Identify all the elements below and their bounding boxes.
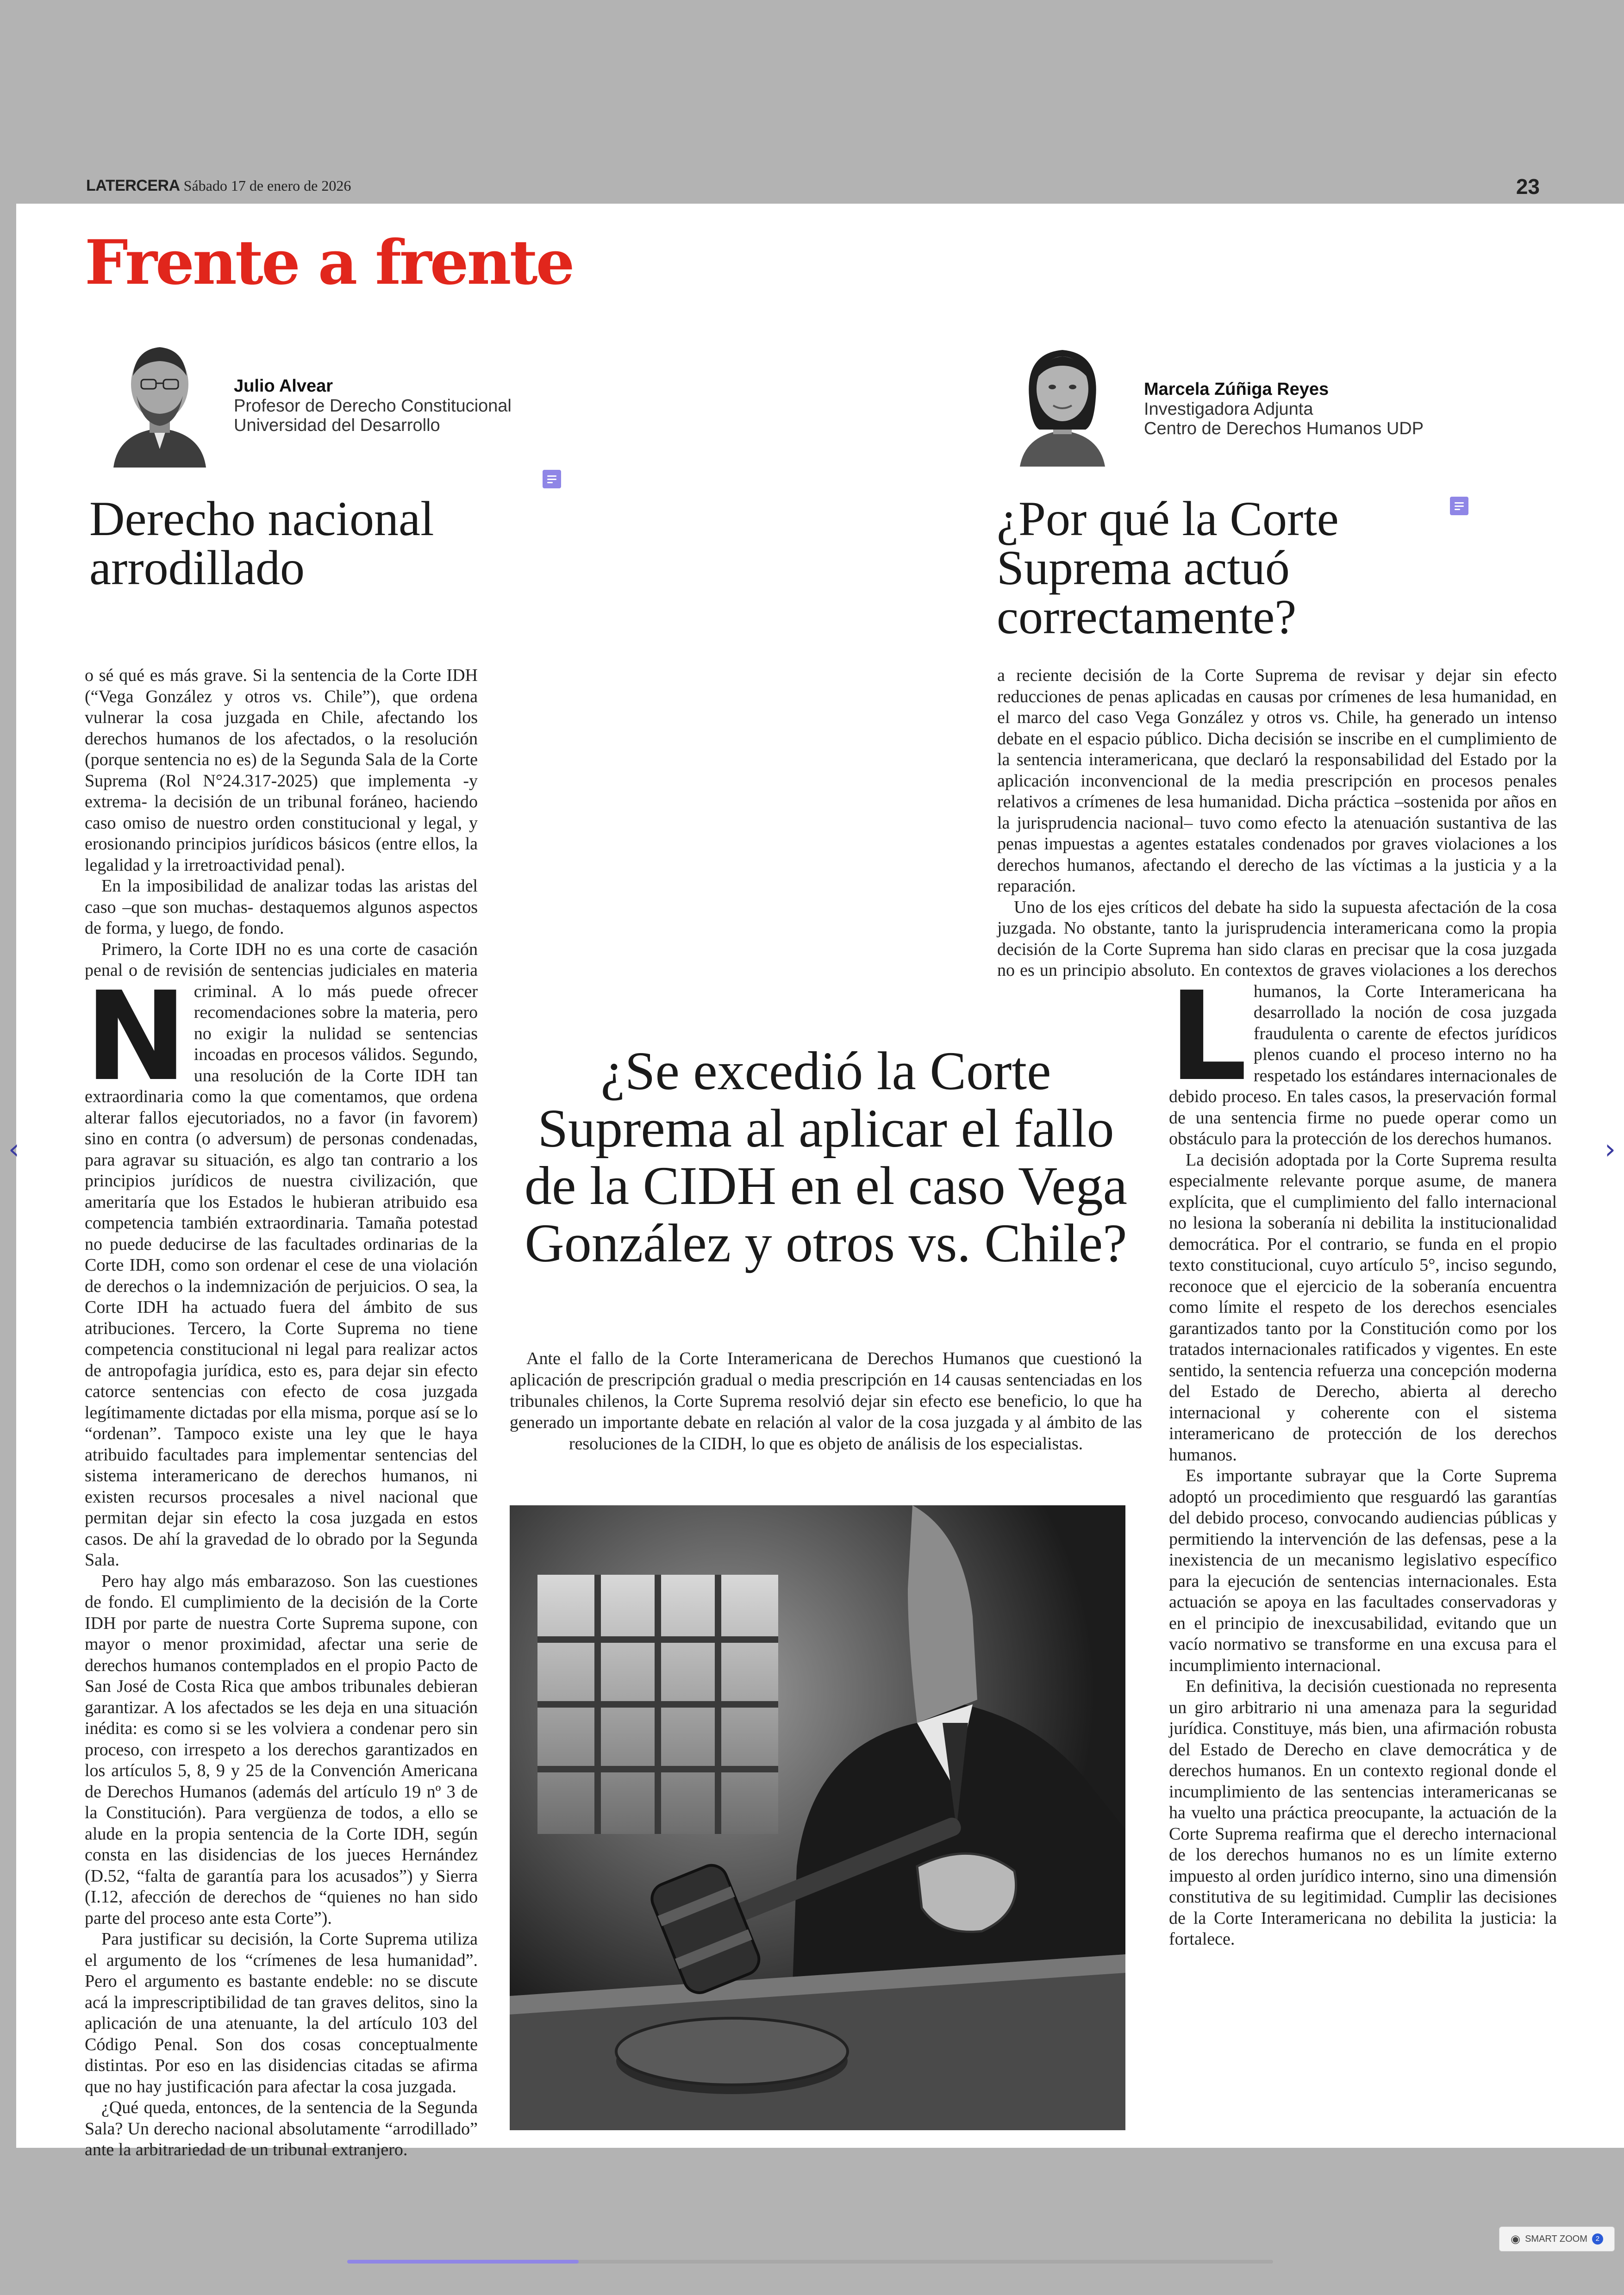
author-affiliation: Universidad del Desarrollo	[234, 416, 440, 436]
comment-icon[interactable]	[543, 470, 561, 488]
author-affiliation: Centro de Derechos Humanos UDP	[1144, 419, 1424, 439]
right-headline	[997, 494, 1413, 642]
comment-icon[interactable]	[1450, 497, 1468, 515]
paragraph: Uno de los ejes críticos del debate ha sido la supuesta afectación de la cosa juzgada. No obstante, tanto la jurisprudencia interamericana como la propia decisión de la Corte Suprema han sido claras en precisar que la cosa juzgada no es un principio absoluto. En contextos de graves violaciones a los derechos humanos, la Corte Interamericana ha desarrollado la noción de cosa juzgada fraudulenta o carente de efectos jurídicos plenos cuando el proceso interno no ha respetado los estándares internacionales de debido proceso. En tales casos, la preservación formal de una sentencia firme no puede operar como un obstáculo para la protección de los derechos humanos.	[997, 897, 1557, 1148]
left-headline-line: Derecho nacional	[89, 492, 434, 546]
paragraph: En la imposibilidad de analizar todas las aristas del caso –que son muchas- destaquemos algunos aspectos de forma, y luego, de fondo.	[85, 876, 478, 938]
paragraph: En definitiva, la decisión cuestionada no representa un giro arbitrario ni una amenaza para la seguridad jurídica. Constituye, más bien, una afirmación robusta del Estado de Derecho en clave democrática y de derechos humanos. En un contexto regional donde el incumplimiento de las sentencias interamericanas se ha vuelto una práctica preocupante, la actuación de la Corte Suprema reafirma que el derecho internacional de los derechos humanos no es un límite externo impuesto al orden jurídico interno, sino una dimensión constitutiva de su legitimidad. Cumplir las decisiones de la Corte Interamericana no debilita la justicia: la fortalece.	[1169, 1677, 1557, 1949]
author-name: Marcela Zúñiga Reyes	[1144, 380, 1329, 399]
paragraph: Primero, la Corte IDH no es una corte de casación penal o de revisión de sentencias judiciales en materia criminal. A lo más puede ofrecer recomendaciones sobre la materia, pero no exigir la nulidad se sentencias incoadas en procesos válidos. Segundo, una resolución de la Corte IDH tan extraordinaria como la que comentamos, que ordena alterar fallos ejecutoriados, no a favor (in favorem) sino en contra (o adversum) de personas condenadas, para agravar su situación, es algo tan contrario a los principios jurídicos de nuestra civilización, que ameritaría que los Estados le hubieran atribuido esa competencia también extraordinaria. Tamaña potestad no puede deducirse de las facultades ordinarias de la Corte IDH, como son ordenar el cese de una violación de derechos o la indemnización de perjuicios. O sea, la Corte IDH ha actuado fuera del ámbito de sus atribuciones. Tercero, la Corte Suprema no tiene competencia constitucional ni legal para realizar actos de antropofagia jurídica, esto es, para dejar sin efecto catorce sentencias con efecto de cosa juzgada legítimamente dictadas por ella misma, porque así se lo “ordenan”. Tampoco existe una ley que le haya atribuido facultades para implementar sentencias del sistema interamericano de derechos humanos, ni existen recursos procesales a nivel nacional que permitan dejar sin efecto la cosa juzgada en estos casos. De ahí la gravedad de lo obrado por la Segunda Sala.	[85, 939, 478, 1570]
author-byline-left	[234, 376, 512, 436]
smart-zoom-badge: 2	[1592, 2233, 1603, 2245]
author-byline-right	[1144, 380, 1424, 439]
paragraph: Para justificar su decisión, la Corte Suprema utiliza el argumento de los “crímenes de lesa humanidad”. Pero el argumento es bastante endeble: no se discute acá la imprescriptibilidad de tan graves delitos, sino la aplicación de una atenuante, la del artículo 103 del Código Penal. Son dos cosas conceptualmente distintas. Por eso en las disidencias citadas se afirma que no hay justificación para afectar la cosa juzgada.	[85, 1929, 478, 2096]
issue-date: Sábado 17 de enero de 2026	[183, 177, 351, 194]
float-spacer	[478, 665, 666, 987]
previous-page-button[interactable]: ‹	[8, 1133, 19, 1166]
right-headline-line: Suprema actuó	[997, 541, 1290, 595]
page-header	[86, 177, 1540, 197]
paragraph: a reciente decisión de la Corte Suprema de revisar y dejar sin efecto reducciones de penas aplicadas en causas por crímenes de lesa humanidad, en el marco del caso Vega González y otros vs. Chile, ha generado un intenso debate en el espacio público. Dicha decisión se inscribe en el cumplimiento de la sentencia interamericana, que declaró la responsabilidad del Estado por la aplicación inconvencional de la media prescripción en procesos penales relativos a crímenes de lesa humanidad. Dicha práctica –sostenida por años en la jurisprudencia nacional– tuvo como efecto la atenuación sustantiva de las penas impuestas a agentes estatales condenados por graves violaciones a los derechos humanos, afectando el derecho de las víctimas a la justicia y a la reparación.	[997, 666, 1557, 896]
author-photo-right	[1012, 332, 1113, 467]
paragraph: o sé qué es más grave. Si la sentencia de la Corte IDH (“Vega González y otros vs. Chile”), que ordena vulnerar la cosa juzgada en Chile, afectando los derechos humanos de los afectados, o la resolución (porque sentencia no es) de la Segunda Sala de la Corte Suprema (Rol N°24.317-2025) que implementa -y extrema- la decisión de un tribunal foráneo, haciendo caso omiso de nuestro orden constitucional y legal, y erosionando principios jurídicos básicos (entre ellos, la legalidad y la irretroactividad penal).	[85, 666, 478, 875]
smart-zoom-label: SMART ZOOM	[1525, 2233, 1587, 2244]
left-headline-line: arrodillado	[89, 541, 305, 595]
author-role: Investigadora Adjunta	[1144, 399, 1313, 419]
author-photo-left	[109, 333, 211, 468]
page-scroll-thumb[interactable]	[347, 2260, 579, 2264]
right-headline-line: ¿Por qué la Corte	[997, 492, 1339, 546]
paragraph: La decisión adoptada por la Corte Suprema resulta especialmente relevante porque asume, de manera explícita, que el cumplimiento del fallo internacional no lesiona la soberanía ni debilita la institucionalidad democrática. Por el contrario, se funda en el propio texto constitucional, cuyo artículo 5°, inciso segundo, reconoce que el ejercicio de la soberanía encuentra como límite el respeto de los derechos esenciales garantizados tanto por la Constitución como por los tratados internacionales ratificados y vigentes. En este sentido, la sentencia refuerza una concepción moderna del Estado de Derecho, abierta al derecho internacional y coherente con el sistema interamericano de protección de los derechos humanos.	[1169, 1150, 1557, 1465]
right-headline-line: correctamente?	[997, 590, 1297, 644]
paragraph: Pero hay algo más embarazoso. Son las cuestiones de fondo. El cumplimiento de la decisión de la Corte IDH por parte de nuestra Corte Suprema supone, con mayor o menor proximidad, afectar una serie de derechos humanos contemplados en el propio Pacto de San José de Costa Rica que ambos tribunales debieran garantizar. A los afectados se les deja en una situación inédita: es como si se les volviera a condenar pero sin proceso, con irrespeto a los derechos garantizados en los artículos 5, 8, 9 y 25 de la Convención Americana de Derechos Humanos (además del artículo 19 nº 3 de la Constitución). Para vergüenza de todos, a ello se alude en la propia sentencia de la Corte IDH, según consta en las disidencias de los jueces Hernández (D.52, “falta de garantía para los acusados”) y Sierra (I.12, afección de derechos de “quienes no han sido parte del proceso ante esta Corte”).	[85, 1571, 478, 1928]
author-name: Julio Alvear	[234, 376, 333, 396]
page-number: 23	[1516, 175, 1540, 199]
paragraph: Es importante subrayar que la Corte Suprema adoptó un procedimiento que resguardó las garantías del debido proceso, convocando audiencias públicas y permitiendo la intervención de las defensas, pese a la inexistencia de un mecanismo legislativo específico para la ejecución de sentencias internacionales. Esta actuación se apoya en las facultades conservadoras y en el principio de inexcusabilidad, evitando que un vacío normativo se transforme en una excusa para el incumplimiento internacional.	[1169, 1466, 1557, 1675]
drop-cap: L	[1169, 966, 1247, 1108]
eye-icon: ◉	[1511, 2233, 1521, 2245]
newspaper-page	[16, 204, 1624, 2159]
paragraph: ¿Qué queda, entonces, de la sentencia de la Segunda Sala? Un derecho nacional absolutamente “arrodillado” ante la arbitrariedad de un tribunal extranjero.	[85, 2098, 478, 2159]
author-role: Profesor de Derecho Constitucional	[234, 396, 512, 416]
drop-cap: N	[85, 966, 187, 1108]
next-page-button[interactable]: ›	[1605, 1133, 1616, 1166]
brand-logo: LATERCERA	[86, 177, 180, 194]
left-headline	[89, 492, 506, 595]
central-lead-paragraph: Ante el fallo de la Corte Interamericana de Derechos Humanos que cuestionó la aplicación de prescripción gradual o media prescripción en 14 causas sentenciadas en los tribunales chilenos, la Corte Suprema resolvió dejar sin efecto ese beneficio, lo que ha generado un importante debate en relación al valor de la cosa juzgada y al ámbito de las resoluciones de la CIDH, lo que es objeto de análisis de los especialistas.	[510, 1349, 1142, 1453]
central-question-title: ¿Se excedió la Corte Suprema al aplicar el fallo de la CIDH en el caso Vega González y otros vs. Chile?	[525, 1041, 1127, 1273]
smart-zoom-button[interactable]	[1499, 2226, 1615, 2251]
section-title: Frente a frente	[85, 227, 573, 299]
judge-gavel-illustration	[510, 1505, 1125, 2130]
